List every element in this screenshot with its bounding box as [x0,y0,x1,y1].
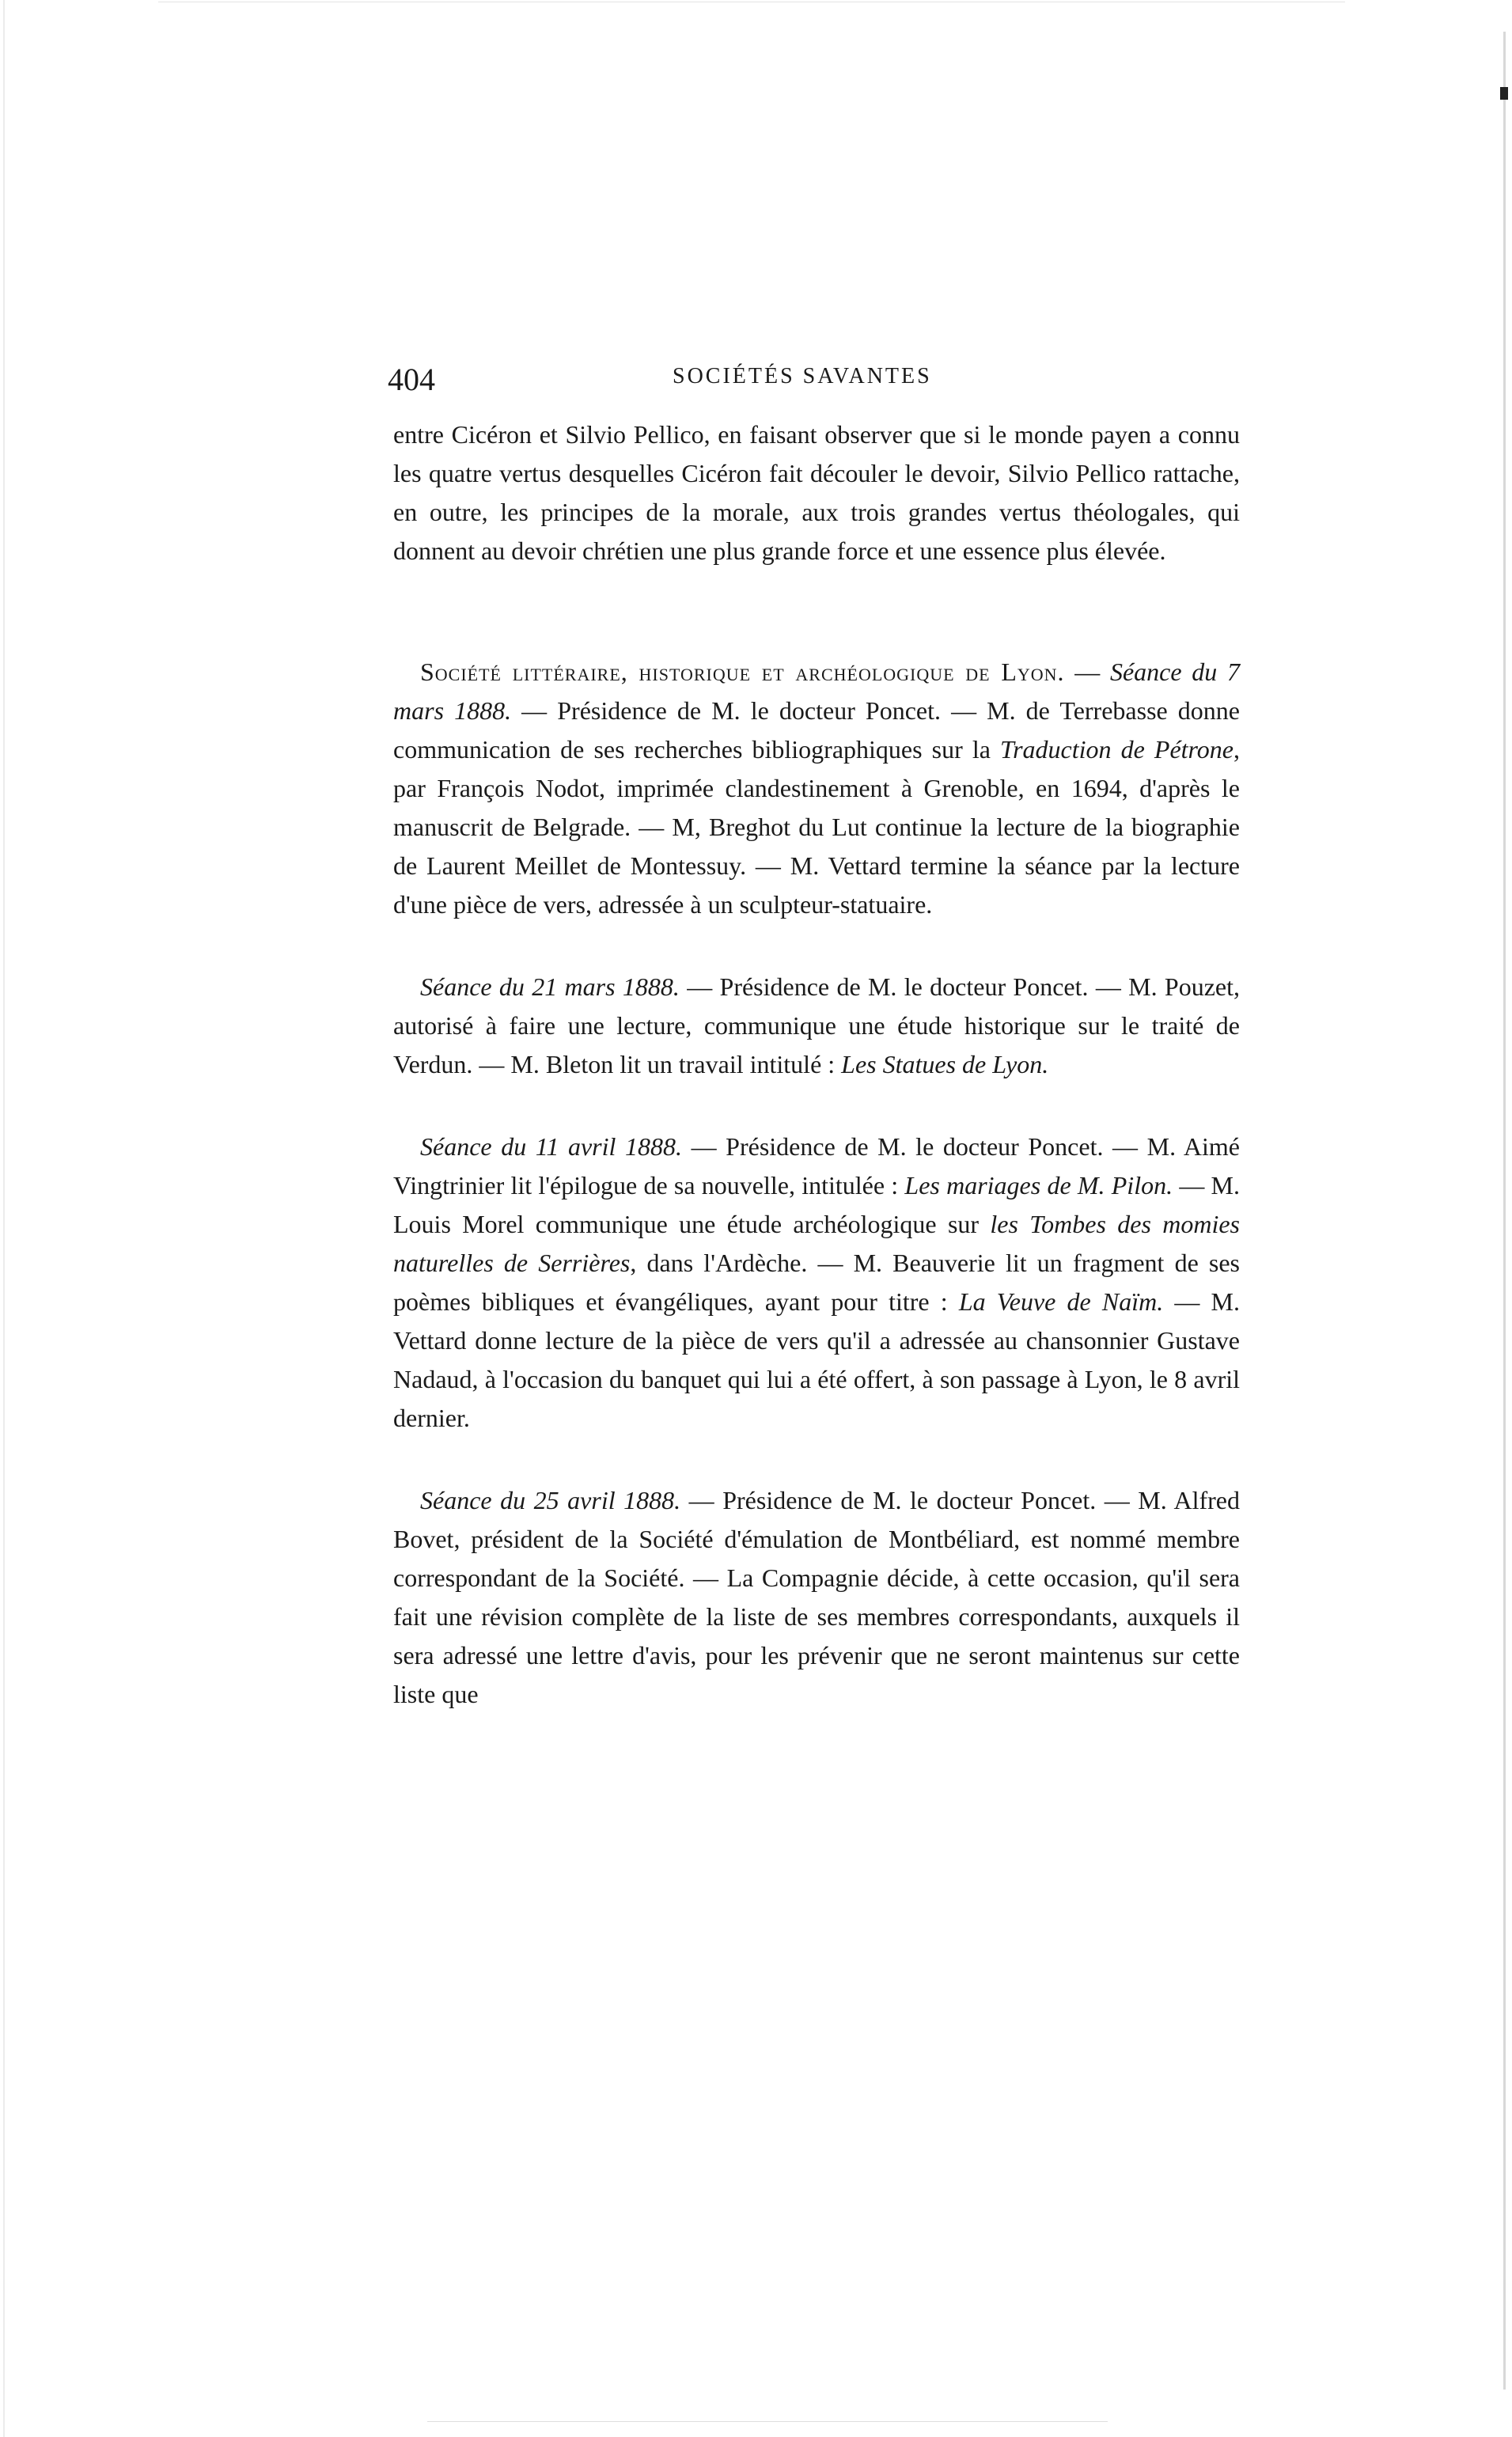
paragraph-text: — M. Vettard donne lecture de la pièce de vers qu'il a adressée au chansonnier Gustave Nadaud, à l'occasion du banquet qui lui a été offert, à son passage à Lyon, le 8 avril dernier. [393,1287,1241,1432]
paragraph-text: — Présidence de M. le docteur Poncet. — M. Alfred Bovet, président de la Société d'émulation de Montbéliard, est nommé membre correspondant de la Société. — La Compagnie décide, à cette occasion, qu'il sera fait une révision complète de la liste de ses membres correspondants, auxquels il sera adressé une lettre d'avis, pour les prévenir que ne seront maintenus sur cette liste que [393,1486,1241,1708]
paragraph-session-21-mars [393,968,1240,1084]
paragraph-text: — M. Louis Morel communique une étude archéologique sur [393,1171,1241,1238]
paragraph-continuation [393,415,1240,570]
scan-edge-right [1503,32,1506,2390]
session-date: Séance du 11 avril 1888. [420,1132,682,1161]
session-date: Séance du 7 mars 1888. [393,658,1240,725]
paragraph-text: — Présidence de M. le docteur Poncet. — M. Pouzet, autorisé à faire une lecture, communique une étude historique sur le traité de Verdun. — M. Bleton lit un travail intitulé : [393,972,1241,1078]
page-header [388,361,1242,408]
session-date: Séance du 21 mars 1888. [420,972,680,1001]
paragraph-text: , par François Nodot, imprimée clandestinement à Grenoble, en 1694, d'après le manuscrit de Belgrade. — M, Breghot du Lut continue la lecture de la biographie de Laurent Meillet de Montessuy. — M. Vettard termine la séance par la lecture d'une pièce de vers, adressée à un sculpteur-statuaire. [393,735,1241,919]
scan-edge-bottom [427,2421,1108,2422]
paragraph-gap [393,924,1240,968]
page-number: 404 [388,362,435,397]
paragraph-session-7-mars [393,653,1240,924]
paragraph-text: — Présidence de M. le docteur Poncet. — M. de Terrebasse donne communication de ses recherches bibliographiques sur la [393,696,1241,764]
paragraph-text: — Présidence de M. le docteur Poncet. — M. Aimé Vingtrinier lit l'épilogue de sa nouvelle, intitulée : [393,1132,1241,1200]
paragraph-gap [393,1438,1240,1481]
dash: — [1064,658,1110,686]
paragraph-session-11-avril [393,1128,1240,1438]
section-gap [393,570,1240,653]
work-title: les Tombes des momies naturelles de Serrières [393,1210,1241,1277]
scan-edge-left [3,0,5,2437]
society-heading: Société littéraire, historique et archéologique de Lyon. [420,658,1065,686]
paragraph-text: , dans l'Ardèche. — M. Beauverie lit un fragment de ses poèmes bibliques et évangéliques, ayant pour titre : [393,1249,1241,1316]
work-title: Les mariages de M. Pilon. [904,1171,1173,1200]
session-date: Séance du 25 avril 1888. [420,1486,681,1514]
running-head: SOCIÉTÉS SAVANTES [673,364,932,388]
work-title: La Veuve de Naïm. [958,1287,1164,1316]
paragraph-session-25-avril [393,1481,1240,1714]
page-body [393,415,1240,1714]
paragraph-gap [393,1084,1240,1128]
work-title: Les Statues de Lyon. [841,1050,1049,1078]
work-title: Traduction de Pétrone [1000,735,1234,764]
scan-edge-mark [1500,87,1508,100]
paragraph-text: entre Cicéron et Silvio Pellico, en faisant observer que si le monde payen a connu les quatre vertus desquelles Cicéron fait découler le devoir, Silvio Pellico rattache, en outre, les principes de la morale, aux trois grandes vertus théologales, qui donnent au devoir chrétien une plus grande force et une essence plus élevée. [393,420,1240,565]
